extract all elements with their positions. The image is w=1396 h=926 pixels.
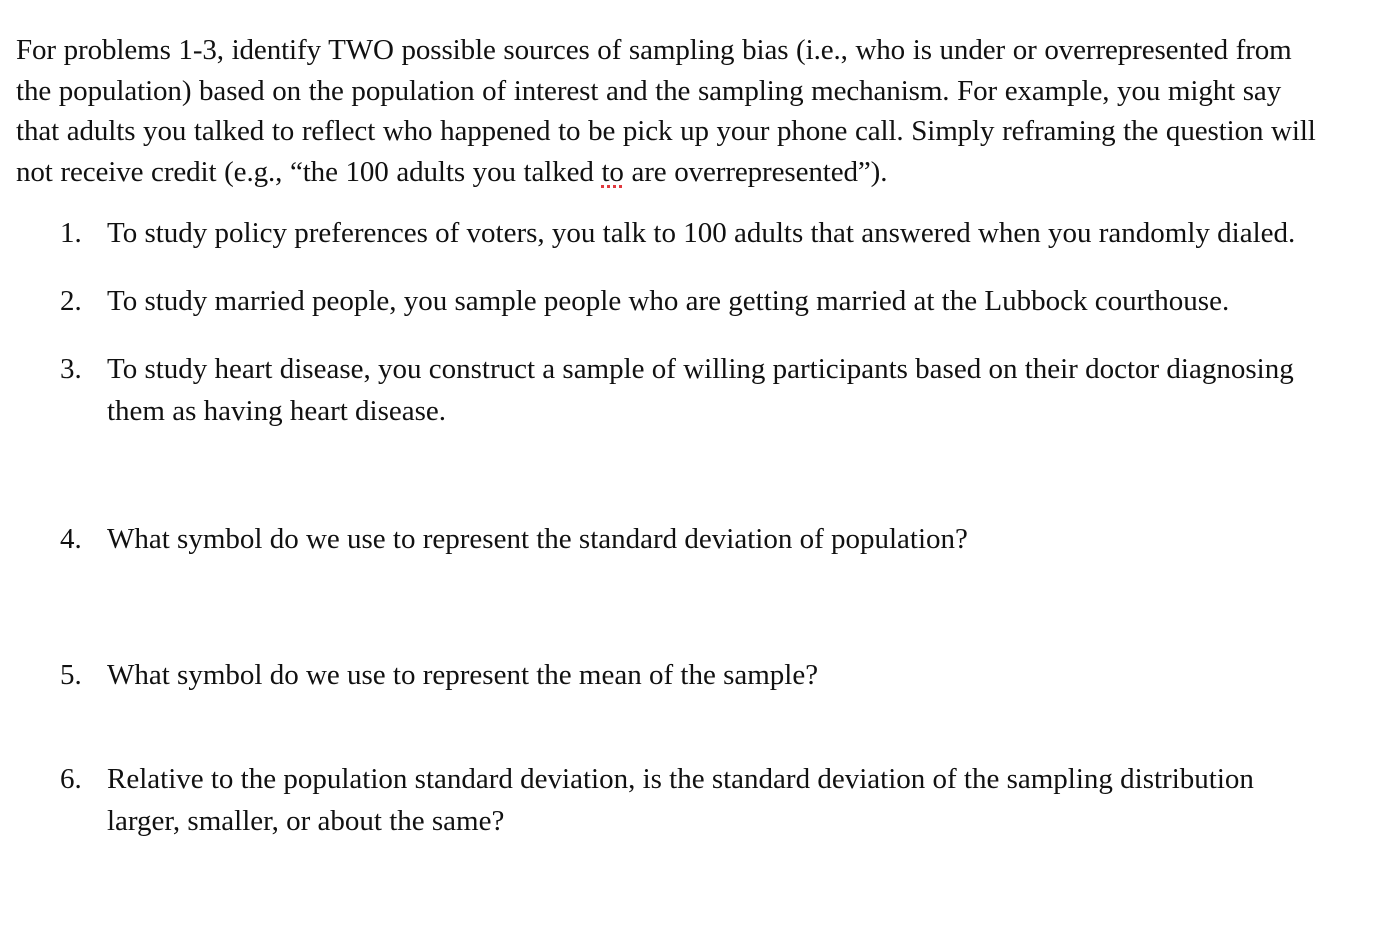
question-number: 3. — [60, 353, 82, 385]
question-text: To study married people, you sample people who are getting married at the Lubbock courthouse. — [107, 285, 1230, 317]
instructions-line-2: the population) based on the population of interest and the sampling mechanism. For example, you might say — [16, 74, 1282, 107]
instructions-line-4 — [16, 152, 1388, 193]
question-number: 1. — [60, 217, 82, 249]
instructions-line-4-end: are overrepresented”). — [623, 155, 888, 188]
question-6 — [60, 758, 1310, 842]
question-number: 6. — [60, 763, 82, 795]
question-number: 4. — [60, 523, 82, 555]
instructions-paragraph — [16, 30, 1388, 192]
question-text: What symbol do we use to represent the standard deviation of population? — [107, 523, 968, 555]
question-1 — [60, 212, 1370, 254]
instructions-line-4-start: not receive credit (e.g., “the 100 adults you talked — [16, 155, 602, 188]
question-text: To study policy preferences of voters, you talk to 100 adults that answered when you randomly dialed. — [107, 217, 1296, 249]
question-3 — [60, 348, 1350, 432]
question-text: Relative to the population standard deviation, is the standard deviation of the sampling distribution larger, smaller, or about the same? — [107, 763, 1254, 837]
question-text: To study heart disease, you construct a sample of willing participants based on their doctor diagnosing them as having heart disease. — [107, 353, 1294, 427]
question-number: 2. — [60, 285, 82, 317]
instructions-line-1: For problems 1-3, identify TWO possible sources of sampling bias (i.e., who is under or overrepresented from — [16, 34, 1292, 66]
question-text: What symbol do we use to represent the mean of the sample? — [107, 659, 819, 691]
question-number: 5. — [60, 659, 82, 691]
question-2 — [60, 280, 1370, 322]
question-5 — [60, 654, 1370, 696]
instructions-line-3: that adults you talked to reflect who happened to be pick up your phone call. Simply reframing the question will — [16, 115, 1316, 147]
spellcheck-flagged-word[interactable]: to — [601, 155, 624, 188]
question-4 — [60, 518, 1370, 560]
